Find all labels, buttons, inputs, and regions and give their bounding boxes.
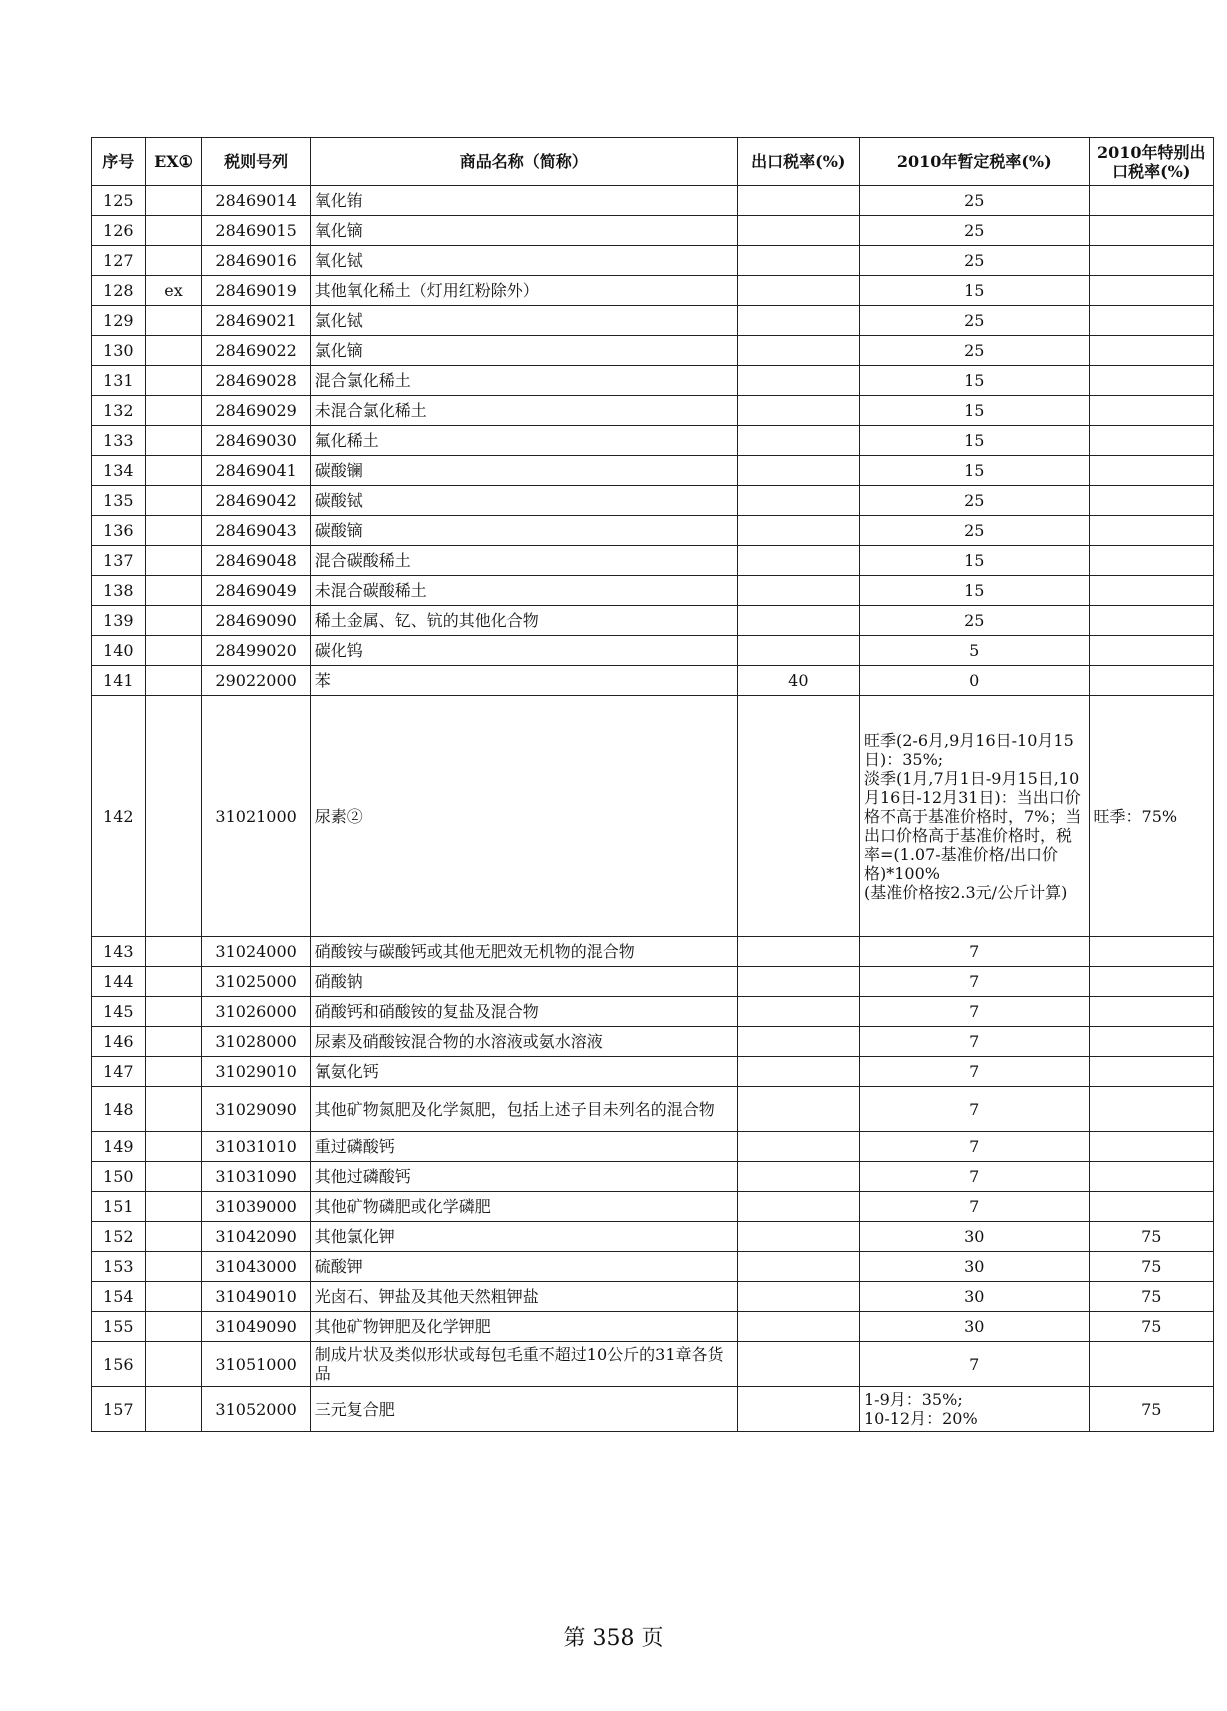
cell-provisional-rate: 25 — [859, 606, 1089, 636]
cell-export-rate — [737, 1222, 859, 1252]
cell-special-rate — [1089, 576, 1213, 606]
cell-ex — [145, 306, 202, 336]
cell-commodity-name: 氟化稀土 — [310, 426, 737, 456]
table-header-row — [92, 138, 1214, 186]
cell-special-rate — [1089, 486, 1213, 516]
cell-serial-no: 152 — [92, 1222, 146, 1252]
cell-commodity-name: 未混合碳酸稀土 — [310, 576, 737, 606]
cell-ex — [145, 1252, 202, 1282]
cell-ex — [145, 1312, 202, 1342]
cell-provisional-rate: 15 — [859, 396, 1089, 426]
cell-export-rate — [737, 516, 859, 546]
cell-ex — [145, 366, 202, 396]
cell-provisional-rate: 25 — [859, 306, 1089, 336]
cell-tariff-code: 31043000 — [202, 1252, 310, 1282]
cell-tariff-code: 28469030 — [202, 426, 310, 456]
cell-serial-no: 125 — [92, 186, 146, 216]
cell-serial-no: 141 — [92, 666, 146, 696]
export-tariff-table — [91, 137, 1214, 1432]
cell-serial-no: 132 — [92, 396, 146, 426]
cell-ex — [145, 1282, 202, 1312]
table-row — [92, 1057, 1214, 1087]
cell-special-rate — [1089, 306, 1213, 336]
cell-export-rate — [737, 1162, 859, 1192]
cell-ex — [145, 967, 202, 997]
cell-special-rate: 旺季：75% — [1089, 696, 1213, 937]
cell-tariff-code: 31039000 — [202, 1192, 310, 1222]
cell-provisional-rate: 7 — [859, 1087, 1089, 1132]
cell-provisional-rate: 旺季(2-6月,9月16日-10月15日)：35%; 淡季(1月,7月1日-9月15日,10月16日-12月31日)：当出口价格不高于基准价格时，7%；当出口价格高于基准价格时，税率=(1.07-基准价格/出口价格)*100% (基准价格按2.3元/公斤计算) — [859, 696, 1089, 937]
cell-ex — [145, 666, 202, 696]
cell-tariff-code: 28469048 — [202, 546, 310, 576]
table-row — [92, 1312, 1214, 1342]
cell-commodity-name: 氯化镝 — [310, 336, 737, 366]
table-row — [92, 426, 1214, 456]
table-row — [92, 1342, 1214, 1387]
cell-tariff-code: 31024000 — [202, 937, 310, 967]
cell-special-rate — [1089, 997, 1213, 1027]
cell-serial-no: 156 — [92, 1342, 146, 1387]
cell-tariff-code: 31029090 — [202, 1087, 310, 1132]
cell-special-rate — [1089, 396, 1213, 426]
cell-serial-no: 137 — [92, 546, 146, 576]
cell-export-rate — [737, 1027, 859, 1057]
cell-serial-no: 154 — [92, 1282, 146, 1312]
cell-tariff-code: 31025000 — [202, 967, 310, 997]
cell-commodity-name: 碳化钨 — [310, 636, 737, 666]
cell-provisional-rate: 15 — [859, 426, 1089, 456]
cell-commodity-name: 氧化铽 — [310, 246, 737, 276]
cell-ex — [145, 1027, 202, 1057]
cell-export-rate — [737, 1132, 859, 1162]
cell-commodity-name: 氰氨化钙 — [310, 1057, 737, 1087]
cell-tariff-code: 31052000 — [202, 1387, 310, 1432]
table-row — [92, 1132, 1214, 1162]
cell-provisional-rate: 30 — [859, 1282, 1089, 1312]
cell-serial-no: 146 — [92, 1027, 146, 1057]
cell-serial-no: 145 — [92, 997, 146, 1027]
cell-ex — [145, 1087, 202, 1132]
cell-export-rate — [737, 997, 859, 1027]
cell-special-rate — [1089, 426, 1213, 456]
cell-commodity-name: 尿素② — [310, 696, 737, 937]
table-row — [92, 186, 1214, 216]
cell-special-rate: 75 — [1089, 1222, 1213, 1252]
cell-ex — [145, 937, 202, 967]
cell-special-rate — [1089, 606, 1213, 636]
cell-provisional-rate: 7 — [859, 1027, 1089, 1057]
cell-export-rate — [737, 937, 859, 967]
cell-provisional-rate: 30 — [859, 1222, 1089, 1252]
cell-tariff-code: 28469029 — [202, 396, 310, 426]
cell-provisional-rate: 15 — [859, 276, 1089, 306]
table-row — [92, 516, 1214, 546]
cell-export-rate — [737, 606, 859, 636]
cell-export-rate — [737, 1057, 859, 1087]
cell-serial-no: 149 — [92, 1132, 146, 1162]
header-commodity-name: 商品名称（简称） — [310, 138, 737, 186]
cell-special-rate — [1089, 456, 1213, 486]
cell-ex — [145, 997, 202, 1027]
cell-tariff-code: 28469028 — [202, 366, 310, 396]
table-row — [92, 696, 1214, 937]
cell-special-rate — [1089, 1087, 1213, 1132]
table-row — [92, 967, 1214, 997]
cell-special-rate: 75 — [1089, 1252, 1213, 1282]
cell-provisional-rate: 7 — [859, 1057, 1089, 1087]
cell-ex — [145, 456, 202, 486]
cell-serial-no: 135 — [92, 486, 146, 516]
table-row — [92, 937, 1214, 967]
cell-tariff-code: 28469015 — [202, 216, 310, 246]
cell-provisional-rate: 25 — [859, 216, 1089, 246]
cell-commodity-name: 碳酸铽 — [310, 486, 737, 516]
cell-provisional-rate: 25 — [859, 246, 1089, 276]
cell-ex — [145, 216, 202, 246]
cell-ex — [145, 426, 202, 456]
header-tariff-code: 税则号列 — [202, 138, 310, 186]
cell-serial-no: 130 — [92, 336, 146, 366]
header-ex: EX① — [145, 138, 202, 186]
cell-export-rate — [737, 696, 859, 937]
cell-export-rate — [737, 1342, 859, 1387]
cell-provisional-rate: 25 — [859, 186, 1089, 216]
cell-tariff-code: 31029010 — [202, 1057, 310, 1087]
cell-ex — [145, 1342, 202, 1387]
cell-special-rate — [1089, 636, 1213, 666]
cell-serial-no: 127 — [92, 246, 146, 276]
cell-serial-no: 133 — [92, 426, 146, 456]
cell-commodity-name: 硝酸钠 — [310, 967, 737, 997]
table-row — [92, 606, 1214, 636]
cell-serial-no: 138 — [92, 576, 146, 606]
cell-ex — [145, 696, 202, 937]
cell-tariff-code: 29022000 — [202, 666, 310, 696]
table-body — [92, 186, 1214, 1432]
cell-special-rate — [1089, 276, 1213, 306]
cell-commodity-name: 三元复合肥 — [310, 1387, 737, 1432]
page-number: 第 358 页 — [563, 1626, 664, 1651]
cell-commodity-name: 其他矿物氮肥及化学氮肥，包括上述子目未列名的混合物 — [310, 1087, 737, 1132]
cell-tariff-code: 28469043 — [202, 516, 310, 546]
cell-export-rate — [737, 967, 859, 997]
cell-serial-no: 157 — [92, 1387, 146, 1432]
cell-export-rate — [737, 396, 859, 426]
cell-tariff-code: 31042090 — [202, 1222, 310, 1252]
cell-export-rate — [737, 186, 859, 216]
cell-provisional-rate: 15 — [859, 576, 1089, 606]
cell-export-rate — [737, 306, 859, 336]
cell-commodity-name: 硝酸钙和硝酸铵的复盐及混合物 — [310, 997, 737, 1027]
table-row — [92, 336, 1214, 366]
cell-serial-no: 153 — [92, 1252, 146, 1282]
cell-tariff-code: 28469021 — [202, 306, 310, 336]
cell-serial-no: 136 — [92, 516, 146, 546]
cell-special-rate — [1089, 1027, 1213, 1057]
cell-special-rate: 75 — [1089, 1282, 1213, 1312]
cell-provisional-rate: 25 — [859, 516, 1089, 546]
cell-tariff-code: 31021000 — [202, 696, 310, 937]
cell-ex — [145, 1132, 202, 1162]
cell-tariff-code: 31049010 — [202, 1282, 310, 1312]
cell-serial-no: 155 — [92, 1312, 146, 1342]
cell-tariff-code: 31028000 — [202, 1027, 310, 1057]
cell-export-rate — [737, 1252, 859, 1282]
cell-tariff-code: 31051000 — [202, 1342, 310, 1387]
cell-ex — [145, 1192, 202, 1222]
cell-commodity-name: 氯化铽 — [310, 306, 737, 336]
cell-export-rate: 40 — [737, 666, 859, 696]
cell-serial-no: 151 — [92, 1192, 146, 1222]
cell-ex — [145, 396, 202, 426]
cell-export-rate — [737, 276, 859, 306]
cell-commodity-name: 碳酸镧 — [310, 456, 737, 486]
cell-special-rate — [1089, 216, 1213, 246]
cell-commodity-name: 稀土金属、钇、钪的其他化合物 — [310, 606, 737, 636]
cell-export-rate — [737, 1312, 859, 1342]
cell-special-rate: 75 — [1089, 1312, 1213, 1342]
cell-tariff-code: 28469016 — [202, 246, 310, 276]
cell-provisional-rate: 30 — [859, 1312, 1089, 1342]
cell-export-rate — [737, 366, 859, 396]
cell-commodity-name: 苯 — [310, 666, 737, 696]
cell-serial-no: 134 — [92, 456, 146, 486]
cell-ex — [145, 1162, 202, 1192]
cell-special-rate — [1089, 666, 1213, 696]
cell-commodity-name: 其他氧化稀土（灯用红粉除外） — [310, 276, 737, 306]
cell-commodity-name: 其他矿物钾肥及化学钾肥 — [310, 1312, 737, 1342]
cell-export-rate — [737, 216, 859, 246]
cell-tariff-code: 28469042 — [202, 486, 310, 516]
cell-commodity-name: 氧化镝 — [310, 216, 737, 246]
cell-tariff-code: 28499020 — [202, 636, 310, 666]
table-row — [92, 246, 1214, 276]
cell-ex — [145, 636, 202, 666]
table-row — [92, 1387, 1214, 1432]
cell-commodity-name: 碳酸镝 — [310, 516, 737, 546]
cell-provisional-rate: 15 — [859, 366, 1089, 396]
cell-serial-no: 140 — [92, 636, 146, 666]
table-row — [92, 666, 1214, 696]
table-row — [92, 1027, 1214, 1057]
cell-provisional-rate: 25 — [859, 336, 1089, 366]
table-row — [92, 576, 1214, 606]
cell-provisional-rate: 7 — [859, 1132, 1089, 1162]
cell-ex — [145, 186, 202, 216]
table-row — [92, 1252, 1214, 1282]
cell-ex — [145, 546, 202, 576]
header-export-rate: 出口税率(%) — [737, 138, 859, 186]
cell-commodity-name: 重过磷酸钙 — [310, 1132, 737, 1162]
cell-commodity-name: 硝酸铵与碳酸钙或其他无肥效无机物的混合物 — [310, 937, 737, 967]
cell-export-rate — [737, 456, 859, 486]
cell-provisional-rate: 7 — [859, 1192, 1089, 1222]
cell-ex — [145, 1387, 202, 1432]
cell-provisional-rate: 7 — [859, 967, 1089, 997]
cell-special-rate — [1089, 937, 1213, 967]
cell-special-rate — [1089, 1132, 1213, 1162]
cell-special-rate — [1089, 516, 1213, 546]
table-row — [92, 1192, 1214, 1222]
header-serial-no: 序号 — [92, 138, 146, 186]
table-row — [92, 486, 1214, 516]
cell-commodity-name: 其他氯化钾 — [310, 1222, 737, 1252]
table-row — [92, 1087, 1214, 1132]
cell-export-rate — [737, 576, 859, 606]
cell-export-rate — [737, 246, 859, 276]
cell-ex — [145, 486, 202, 516]
cell-tariff-code: 28469019 — [202, 276, 310, 306]
cell-special-rate — [1089, 336, 1213, 366]
cell-export-rate — [737, 636, 859, 666]
cell-provisional-rate: 7 — [859, 1162, 1089, 1192]
cell-serial-no: 147 — [92, 1057, 146, 1087]
cell-commodity-name: 未混合氯化稀土 — [310, 396, 737, 426]
table-row — [92, 366, 1214, 396]
table-row — [92, 216, 1214, 246]
cell-ex — [145, 516, 202, 546]
cell-export-rate — [737, 1282, 859, 1312]
cell-provisional-rate: 30 — [859, 1252, 1089, 1282]
cell-tariff-code: 31049090 — [202, 1312, 310, 1342]
table-row — [92, 306, 1214, 336]
cell-provisional-rate: 7 — [859, 1342, 1089, 1387]
cell-tariff-code: 28469014 — [202, 186, 310, 216]
cell-serial-no: 143 — [92, 937, 146, 967]
cell-tariff-code: 28469022 — [202, 336, 310, 366]
table-row — [92, 1222, 1214, 1252]
cell-provisional-rate: 0 — [859, 666, 1089, 696]
table-row — [92, 546, 1214, 576]
cell-ex — [145, 336, 202, 366]
cell-commodity-name: 混合碳酸稀土 — [310, 546, 737, 576]
cell-tariff-code: 28469041 — [202, 456, 310, 486]
cell-export-rate — [737, 336, 859, 366]
cell-commodity-name: 其他矿物磷肥或化学磷肥 — [310, 1192, 737, 1222]
cell-ex — [145, 576, 202, 606]
cell-serial-no: 131 — [92, 366, 146, 396]
cell-serial-no: 128 — [92, 276, 146, 306]
cell-serial-no: 150 — [92, 1162, 146, 1192]
cell-commodity-name: 光卤石、钾盐及其他天然粗钾盐 — [310, 1282, 737, 1312]
cell-commodity-name: 混合氯化稀土 — [310, 366, 737, 396]
cell-export-rate — [737, 1387, 859, 1432]
cell-ex — [145, 246, 202, 276]
cell-commodity-name: 其他过磷酸钙 — [310, 1162, 737, 1192]
cell-provisional-rate: 7 — [859, 937, 1089, 967]
cell-provisional-rate: 1-9月：35%; 10-12月：20% — [859, 1387, 1089, 1432]
cell-ex — [145, 1057, 202, 1087]
cell-special-rate: 75 — [1089, 1387, 1213, 1432]
cell-special-rate — [1089, 1192, 1213, 1222]
cell-tariff-code: 31031010 — [202, 1132, 310, 1162]
cell-special-rate — [1089, 186, 1213, 216]
cell-provisional-rate: 7 — [859, 997, 1089, 1027]
table-row — [92, 456, 1214, 486]
cell-commodity-name: 制成片状及类似形状或每包毛重不超过10公斤的31章各货品 — [310, 1342, 737, 1387]
cell-provisional-rate: 25 — [859, 486, 1089, 516]
cell-commodity-name: 氧化铕 — [310, 186, 737, 216]
header-special-rate: 2010年特别出口税率(%) — [1089, 138, 1213, 186]
cell-special-rate — [1089, 246, 1213, 276]
cell-serial-no: 139 — [92, 606, 146, 636]
cell-export-rate — [737, 1087, 859, 1132]
cell-tariff-code: 28469049 — [202, 576, 310, 606]
cell-tariff-code: 31026000 — [202, 997, 310, 1027]
cell-special-rate — [1089, 1057, 1213, 1087]
cell-special-rate — [1089, 1342, 1213, 1387]
header-provisional-rate: 2010年暂定税率(%) — [859, 138, 1089, 186]
cell-export-rate — [737, 1192, 859, 1222]
cell-special-rate — [1089, 967, 1213, 997]
cell-tariff-code: 31031090 — [202, 1162, 310, 1192]
cell-commodity-name: 硫酸钾 — [310, 1252, 737, 1282]
cell-special-rate — [1089, 366, 1213, 396]
cell-serial-no: 144 — [92, 967, 146, 997]
table-row — [92, 1162, 1214, 1192]
table-row — [92, 636, 1214, 666]
table-row — [92, 997, 1214, 1027]
cell-export-rate — [737, 486, 859, 516]
table-row — [92, 1282, 1214, 1312]
cell-serial-no: 126 — [92, 216, 146, 246]
cell-special-rate — [1089, 546, 1213, 576]
cell-export-rate — [737, 546, 859, 576]
cell-ex: ex — [145, 276, 202, 306]
cell-commodity-name: 尿素及硝酸铵混合物的水溶液或氨水溶液 — [310, 1027, 737, 1057]
cell-export-rate — [737, 426, 859, 456]
cell-tariff-code: 28469090 — [202, 606, 310, 636]
cell-special-rate — [1089, 1162, 1213, 1192]
cell-ex — [145, 1222, 202, 1252]
table-row — [92, 276, 1214, 306]
cell-serial-no: 148 — [92, 1087, 146, 1132]
cell-provisional-rate: 15 — [859, 546, 1089, 576]
table-row — [92, 396, 1214, 426]
cell-serial-no: 129 — [92, 306, 146, 336]
cell-provisional-rate: 5 — [859, 636, 1089, 666]
cell-provisional-rate: 15 — [859, 456, 1089, 486]
cell-ex — [145, 606, 202, 636]
cell-serial-no: 142 — [92, 696, 146, 937]
